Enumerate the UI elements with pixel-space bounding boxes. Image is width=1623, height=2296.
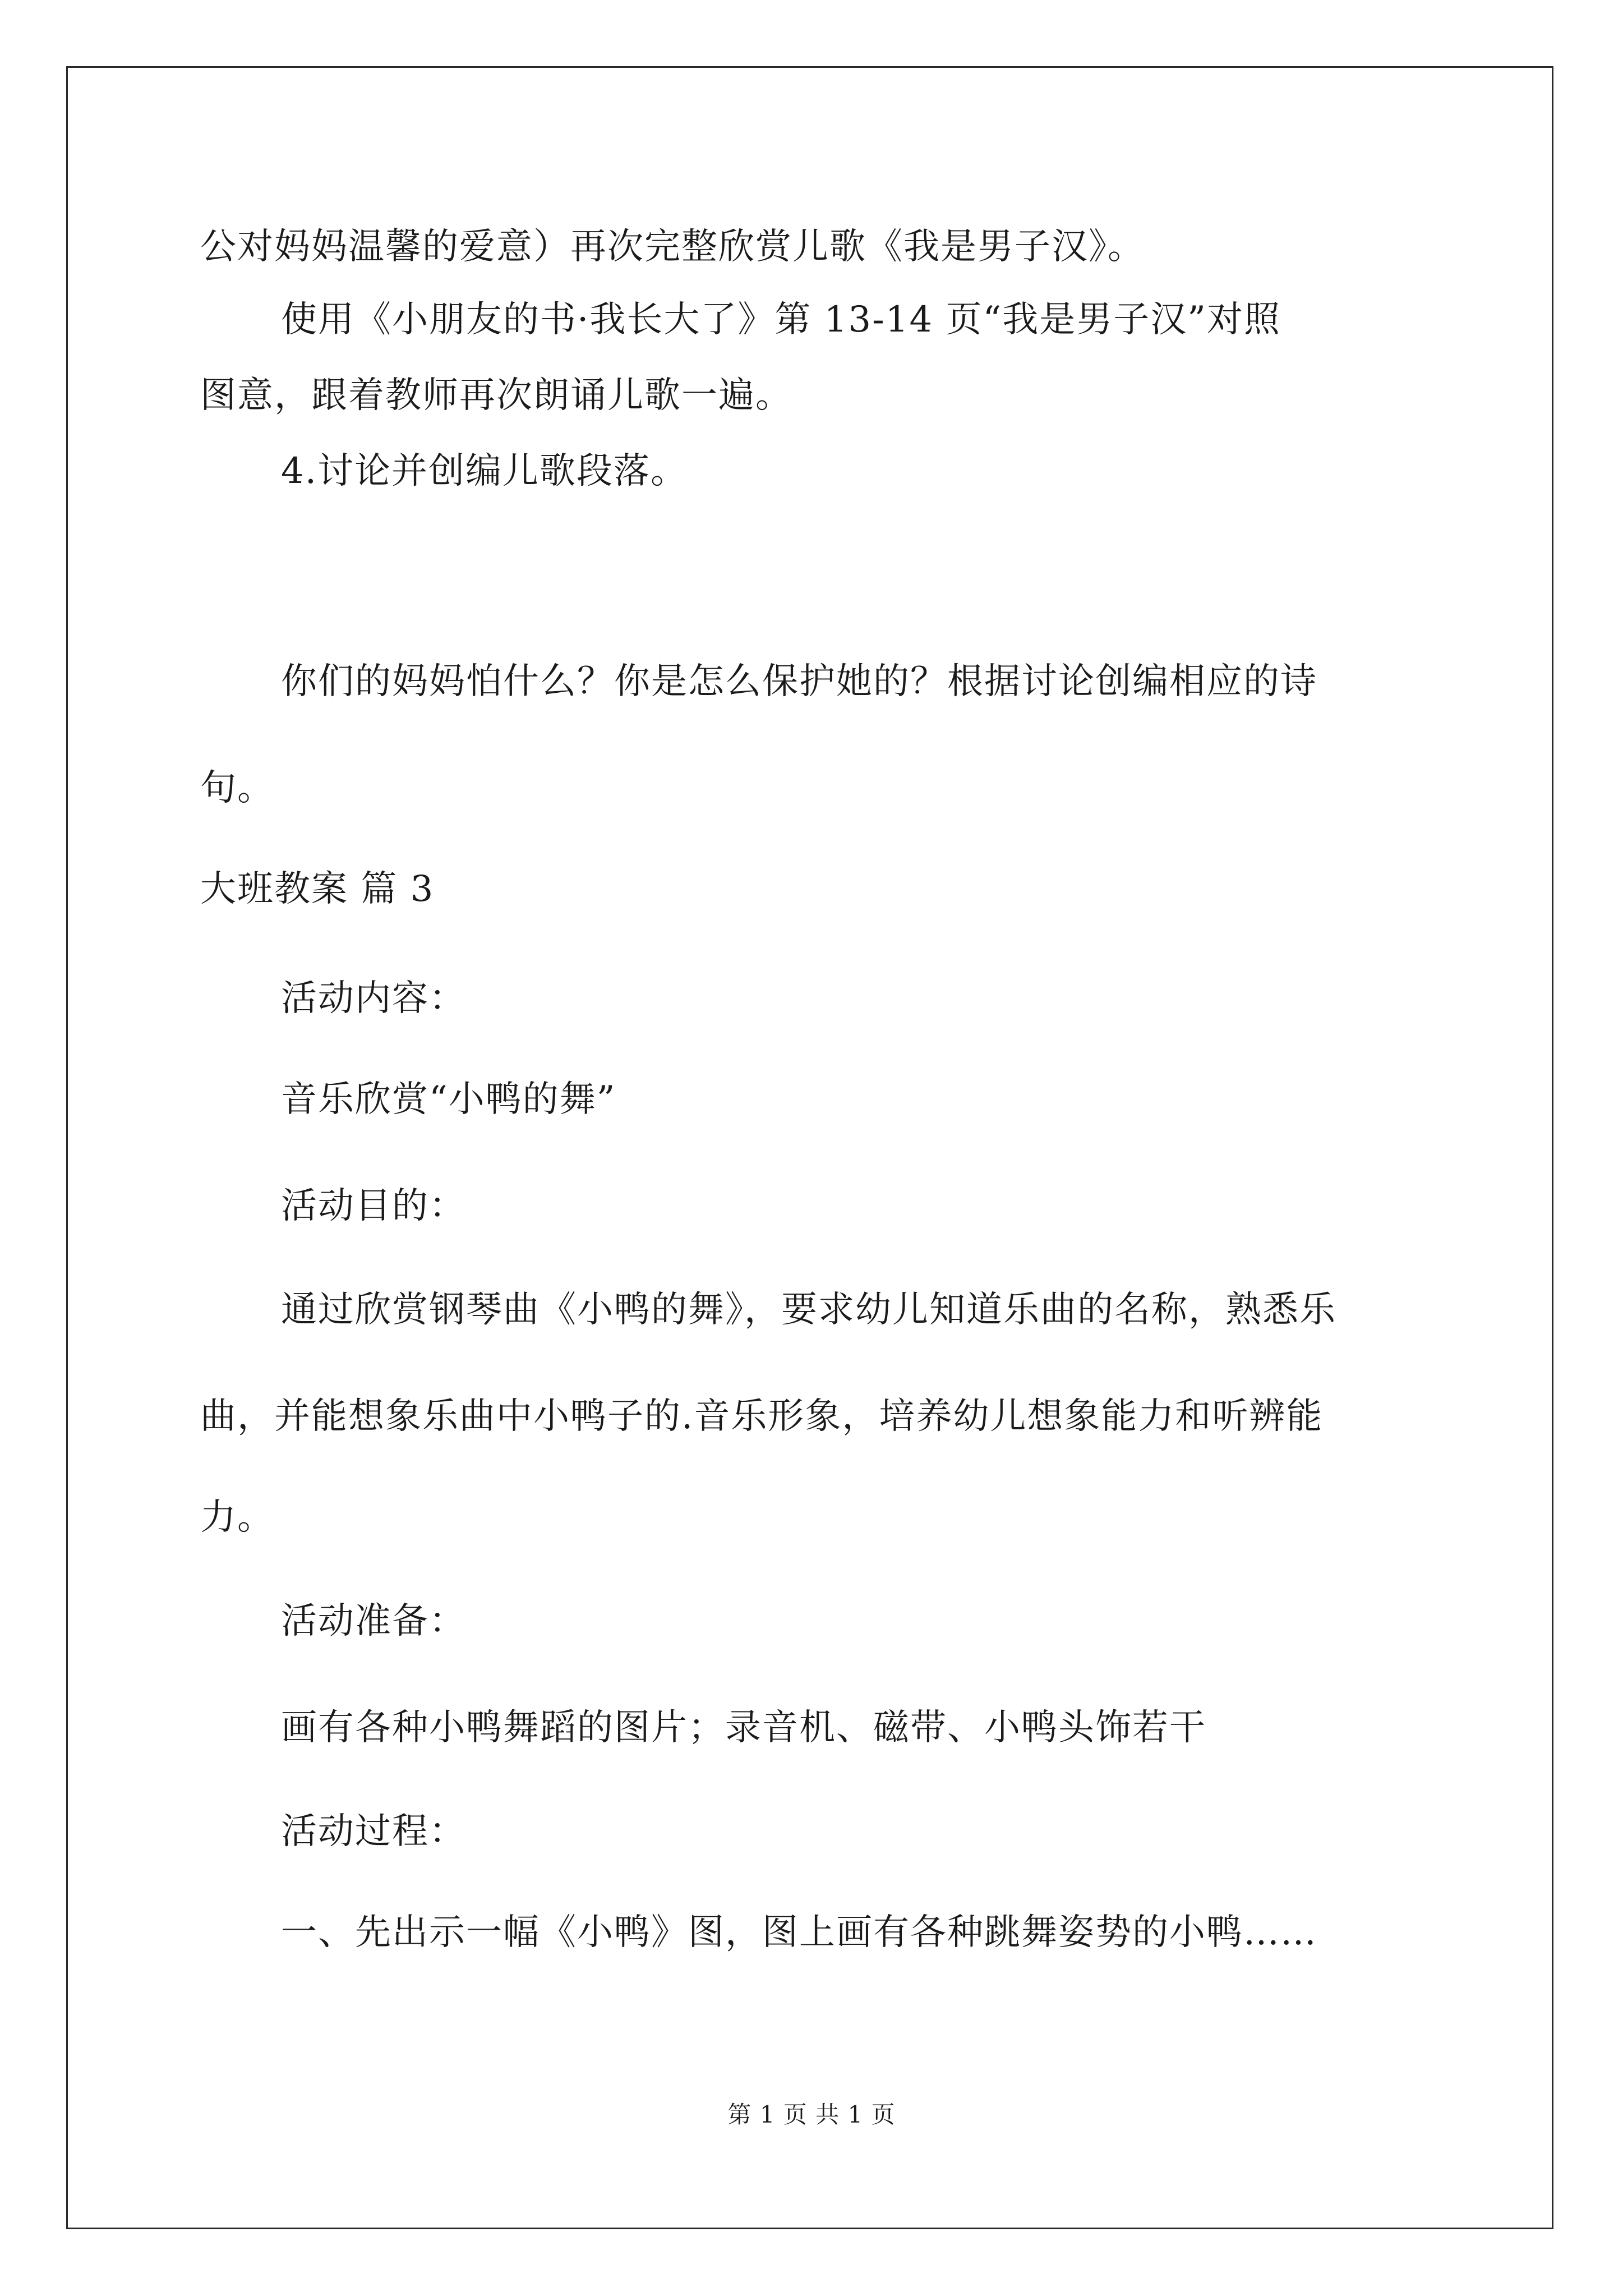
paragraph-line: 画有各种小鸭舞蹈的图片；录音机、磁带、小鸭头饰若干: [281, 1707, 1206, 1749]
section-label: 活动内容：: [281, 978, 466, 1019]
list-item-heading: 4.讨论并创编儿歌段落。: [281, 450, 688, 492]
page-number-footer: 第 1 页 共 1 页: [727, 2101, 896, 2128]
section-label: 活动过程：: [281, 1811, 466, 1852]
paragraph-line: 你们的妈妈怕什么？你是怎么保护她的？根据讨论创编相应的诗: [281, 661, 1317, 702]
paragraph-line: 图意，跟着教师再次朗诵儿歌一遍。: [200, 375, 792, 416]
paragraph-line: 音乐欣赏“小鸭的舞”: [281, 1079, 616, 1120]
paragraph-line: 句。: [200, 767, 274, 809]
section-label: 活动准备：: [281, 1600, 466, 1642]
paragraph-line: 通过欣赏钢琴曲《小鸭的舞》，要求幼儿知道乐曲的名称，熟悉乐: [281, 1289, 1336, 1331]
section-title: 大班教案 篇 3: [200, 868, 435, 910]
paragraph-line: 曲，并能想象乐曲中小鸭子的.音乐形象，培养幼儿想象能力和听辨能: [200, 1396, 1324, 1437]
paragraph-line: 使用《小朋友的书·我长大了》第 13-14 页“我是男子汉”对照: [281, 299, 1281, 341]
section-label: 活动目的：: [281, 1185, 466, 1227]
paragraph-line: 公对妈妈温馨的爱意）再次完整欣赏儿歌《我是男子汉》。: [200, 226, 1145, 268]
paragraph-line: 力。: [200, 1497, 274, 1538]
paragraph-line: 一、先出示一幅《小鸭》图，图上画有各种跳舞姿势的小鸭……: [281, 1912, 1317, 1953]
